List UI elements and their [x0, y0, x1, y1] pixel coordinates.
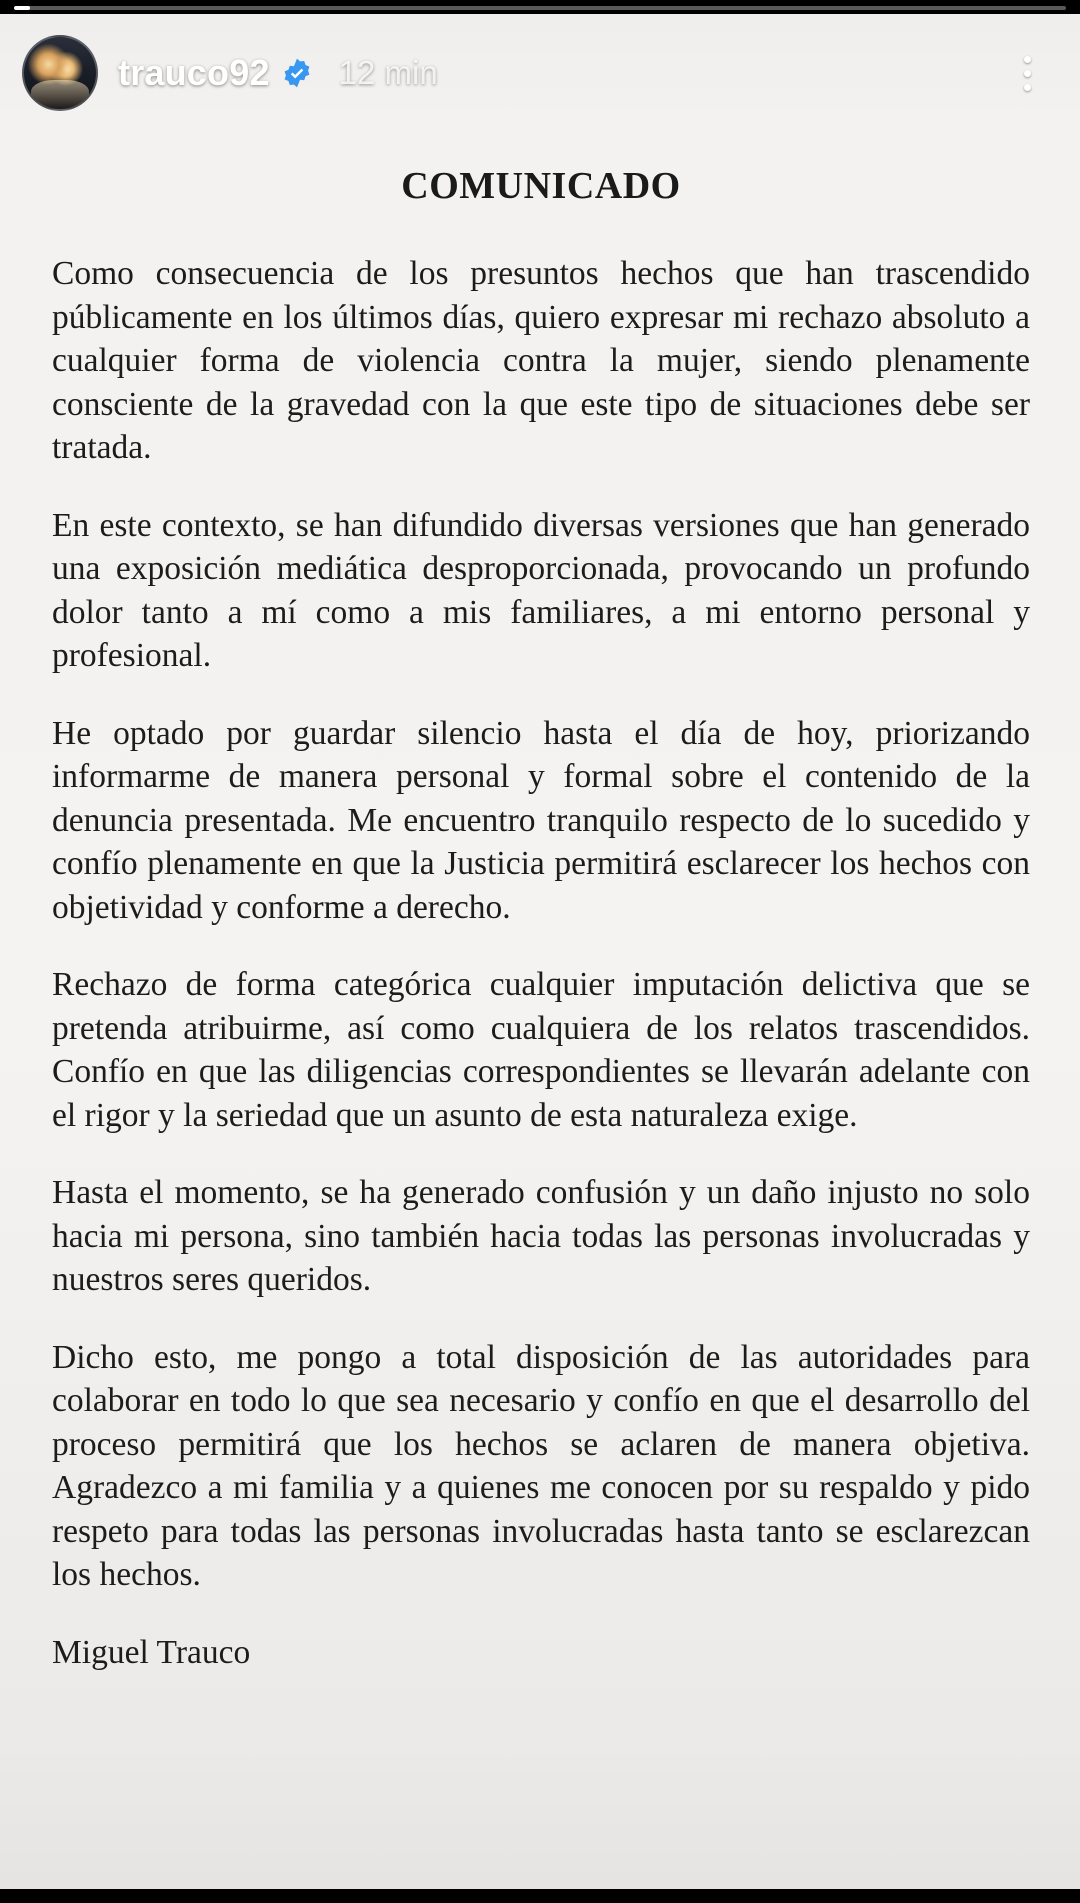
- statement-paragraph: Rechazo de forma categórica cualquier imputación delictiva que se pretenda atribuirme, así como cualquiera de los relatos trascendidos. Confío en que las diligencias correspondientes se llevarán adelante con el rigor y la seriedad que un asunto de esta naturaleza exige.: [52, 966, 1030, 1134]
- more-options-icon[interactable]: [1004, 47, 1050, 99]
- bottom-bar: [0, 1889, 1080, 1903]
- more-dot: [1024, 70, 1031, 77]
- statement-paragraph: He optado por guardar silencio hasta el día de hoy, priorizando informarme de manera personal y formal sobre el contenido de la denuncia presentada. Me encuentro tranquilo respecto de lo sucedido y confío plenamente en que la Justicia permitirá esclarecer los hechos con objetividad y conforme a derecho.: [52, 714, 1030, 926]
- statement-signature: Miguel Trauco: [52, 1633, 251, 1671]
- more-dot: [1024, 84, 1031, 91]
- document-title: COMUNICADO: [401, 165, 681, 207]
- avatar[interactable]: [22, 35, 98, 111]
- statement-paragraph: Hasta el momento, se ha generado confusión y un daño injusto no solo hacia mi persona, sino también hacia todas las personas involucradas y nuestros seres queridos.: [52, 1174, 1030, 1298]
- statement-document: [0, 14, 1080, 1889]
- username-label[interactable]: trauco92: [118, 52, 270, 93]
- timestamp-label: 12 min: [338, 54, 438, 91]
- statement-paragraph: En este contexto, se han difundido diversas versiones que han generado una exposición mediática desproporcionada, provocando un profundo dolor tanto a mí como a mis familiares, a mi entorno personal y profesional.: [52, 506, 1030, 674]
- story-progress-bar[interactable]: [14, 6, 1066, 10]
- story-progress-fill: [14, 6, 30, 10]
- verified-badge-icon: [281, 57, 313, 89]
- story-header: [0, 24, 1080, 122]
- statement-paragraph: Dicho esto, me pongo a total disposición de las autoridades para colaborar en todo lo que sea necesario y confío en que el desarrollo del proceso permitirá que los hechos se aclaren de manera objetiva. Agradezco a mi familia y a quienes me conocen por su respaldo y pido respeto para todas las personas involucradas hasta tanto se esclarezcan los hechos.: [52, 1338, 1030, 1593]
- story-media-card[interactable]: [0, 14, 1080, 1889]
- statement-paragraph: Como consecuencia de los presuntos hechos que han trascendido públicamente en los últimos días, quiero expresar mi rechazo absoluto a cualquier forma de violencia contra la mujer, siendo plenamente consciente de la gravedad con la que este tipo de situaciones debe ser tratada.: [52, 255, 1030, 466]
- more-dot: [1024, 56, 1031, 63]
